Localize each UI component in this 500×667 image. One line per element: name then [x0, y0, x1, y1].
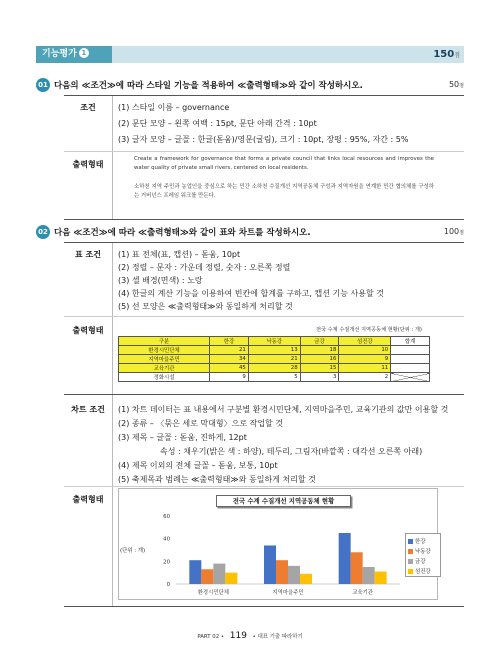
table-cell: 13	[248, 346, 300, 355]
chart-bar	[201, 569, 213, 584]
chart-y-tick-label: 40	[163, 536, 170, 543]
conditions-label: 조건	[80, 103, 96, 112]
table-row	[119, 346, 430, 355]
column-divider	[112, 96, 113, 152]
footer-part: PART 02 •	[197, 634, 225, 640]
table-header-cell: 금강	[300, 337, 339, 346]
table-cell-empty	[391, 364, 430, 373]
table-header-cell: 낙동강	[248, 337, 300, 346]
table-cell: 21	[248, 355, 300, 364]
chart-bar	[189, 560, 201, 584]
chart-bar	[288, 566, 300, 584]
chart-legend	[405, 533, 441, 577]
condition-line: (4) 한글의 계산 기능을 이용하여 빈칸에 합계를 구하고, 캡션 기능 사용할 것	[118, 289, 384, 298]
page-footer	[0, 631, 500, 641]
table-cell: 5	[248, 373, 300, 382]
legend-swatch	[408, 539, 413, 544]
chart-bar	[225, 573, 237, 584]
divider	[64, 95, 464, 96]
chart-bar	[339, 533, 351, 584]
chart-x-tick-label: 지역마을주민	[272, 590, 304, 596]
question-number: 02	[36, 225, 50, 239]
legend-label: 섬진강	[415, 569, 431, 575]
question-text: 다음 ≪조건≫에 따라 ≪출력형태≫와 같이 표와 차트를 작성하시오.	[54, 228, 311, 238]
footer-section: • 대표 기출 따라하기	[252, 634, 303, 640]
table-cell: 18	[300, 346, 339, 355]
chart-bar	[363, 567, 375, 584]
data-table	[118, 336, 430, 382]
condition-line: (1) 스타일 이름 – governance	[118, 103, 230, 112]
legend-item	[408, 566, 438, 576]
divider	[64, 394, 464, 395]
column-divider	[112, 243, 113, 316]
table-cell-crossed	[391, 373, 430, 382]
chart-y-axis-label: (단위 : 개)	[120, 548, 146, 554]
condition-line: (3) 제목 – 글꼴 : 돋움, 진하게, 12pt	[118, 433, 247, 442]
table-row	[119, 355, 430, 364]
divider	[64, 316, 464, 317]
chart-output-label: 출력형태	[72, 495, 104, 504]
table-cell: 11	[339, 364, 391, 373]
table-row-label: 환경시민단체	[119, 346, 210, 355]
table-cell: 34	[210, 355, 249, 364]
legend-swatch	[408, 549, 413, 554]
section-label: 기능평가 1	[36, 46, 112, 63]
condition-line: (5) 축제목과 범례는 ≪출력형태≫와 동일하게 처리할 것	[118, 475, 316, 484]
condition-line: (5) 선 모양은 ≪출력형태≫와 동일하게 처리할 것	[118, 302, 293, 311]
question-number: 01	[36, 78, 50, 92]
chart-x-tick-label: 환경시민단체	[197, 590, 229, 596]
table-row-label: 지역마을주민	[119, 355, 210, 364]
column-divider	[112, 317, 113, 394]
table-row-label: 정화시설	[119, 373, 210, 382]
table-cell: 45	[210, 364, 249, 373]
legend-label: 낙동강	[415, 549, 431, 555]
divider	[64, 606, 464, 607]
table-cell-empty	[391, 346, 430, 355]
table-header-cell: 구분	[119, 337, 210, 346]
section-score: 150점	[433, 49, 460, 60]
condition-line: (2) 정렬 – 문자 : 가운데 정렬, 숫자 : 오른쪽 정렬	[118, 263, 291, 272]
output-paragraph-ko: 소하천 지역 주민과 농업인을 중심으로 하는 민간 소하천 수질개선 지역공동체 구성과 지역자원을 연계한 민간 협의체를 구성하는 거버넌스 프레임 워크를 만든다.	[134, 184, 434, 199]
legend-item	[408, 546, 438, 556]
table-cell: 16	[300, 355, 339, 364]
output-label: 출력형태	[72, 160, 104, 169]
table-cell: 2	[339, 373, 391, 382]
chart-bar	[264, 545, 276, 584]
table-row	[119, 373, 430, 382]
table-cell: 28	[248, 364, 300, 373]
table-cell: 9	[339, 355, 391, 364]
legend-label: 금강	[415, 559, 426, 565]
chart-y-tick-label: 60	[163, 514, 170, 520]
table-conditions-label: 표 조건	[75, 250, 101, 259]
table-cell: 15	[300, 364, 339, 373]
condition-line: (3) 셀 배경(면색) : 노랑	[118, 276, 203, 285]
question-points: 100점	[443, 227, 464, 236]
table-caption: 전국 수계 수질개선 지역공동체 현황(단위 : 개)	[316, 327, 422, 333]
condition-line: (3) 글자 모양 – 글꼴 : 한글(돋움)/영문(굴림), 크기 : 10pt, 장평 : 95%, 자간 : 5%	[118, 135, 409, 144]
divider	[64, 219, 464, 220]
table-cell: 10	[339, 346, 391, 355]
chart-bar	[351, 552, 363, 584]
legend-label: 한강	[415, 539, 426, 545]
table-cell-empty	[391, 355, 430, 364]
question-1	[36, 78, 464, 92]
table-cell: 3	[300, 373, 339, 382]
chart-y-tick-label: 0	[166, 582, 170, 588]
chart-y-tick-label: 20	[163, 559, 170, 566]
column-divider	[112, 395, 113, 606]
condition-line: (2) 문단 모양 – 왼쪽 여백 : 15pt, 문단 아래 간격 : 10pt	[118, 119, 317, 128]
table-header-cell: 합계	[391, 337, 430, 346]
condition-line: (1) 차트 데이터는 표 내용에서 구분별 환경시민단체, 지역마을주민, 교육기관의 값만 이용할 것	[118, 405, 449, 414]
divider	[64, 486, 464, 487]
chart-conditions-label: 차트 조건	[71, 405, 105, 414]
chart-bar	[213, 564, 225, 584]
question-text: 다음의 ≪조건≫에 따라 스타일 기능을 적용하여 ≪출력형태≫와 같이 작성하시오.	[54, 81, 363, 91]
question-2	[36, 225, 464, 239]
table-header-cell: 섬진강	[339, 337, 391, 346]
chart-bar	[276, 560, 288, 584]
legend-item	[408, 536, 438, 546]
divider	[64, 151, 464, 152]
table-cell: 9	[210, 373, 249, 382]
chart-title: 전국 수계 수질개선 지역공동체 현황	[216, 495, 351, 507]
question-points: 50점	[448, 80, 464, 89]
table-cell: 21	[210, 346, 249, 355]
output-paragraph-en: Create a framework for governance that forms a private council that links local resources and improves the water quality of private small rivers, centered on local residents.	[134, 156, 434, 171]
chart-x-tick-label: 교육기관	[352, 590, 374, 596]
column-divider	[112, 152, 113, 219]
legend-swatch	[408, 559, 413, 564]
condition-line: (4) 제목 이외의 전체 글꼴 – 돋움, 보통, 10pt	[118, 461, 278, 470]
condition-line: (2) 종류 – 〈묶은 세로 막대형〉으로 작업할 것	[118, 419, 284, 428]
table-header-row	[119, 337, 430, 346]
chart-bar	[375, 572, 387, 584]
legend-swatch	[408, 569, 413, 574]
page-number: 119	[229, 631, 247, 641]
section-header	[36, 46, 464, 63]
table-row-label: 교육기관	[119, 364, 210, 373]
chart-bar	[300, 574, 312, 584]
divider	[64, 242, 464, 243]
condition-line: (1) 표 전체(표, 캡션) – 돋움, 10pt	[118, 250, 241, 259]
legend-item	[408, 556, 438, 566]
table-row	[119, 364, 430, 373]
section-badge: 1	[79, 48, 89, 58]
table-header-cell: 한강	[210, 337, 249, 346]
output-label: 출력형태	[72, 326, 104, 335]
condition-line: 속성 : 채우기(밝은 색 : 하양), 테두리, 그림자(바깥쪽 : 대각선 오른쪽 아래)	[160, 447, 423, 456]
